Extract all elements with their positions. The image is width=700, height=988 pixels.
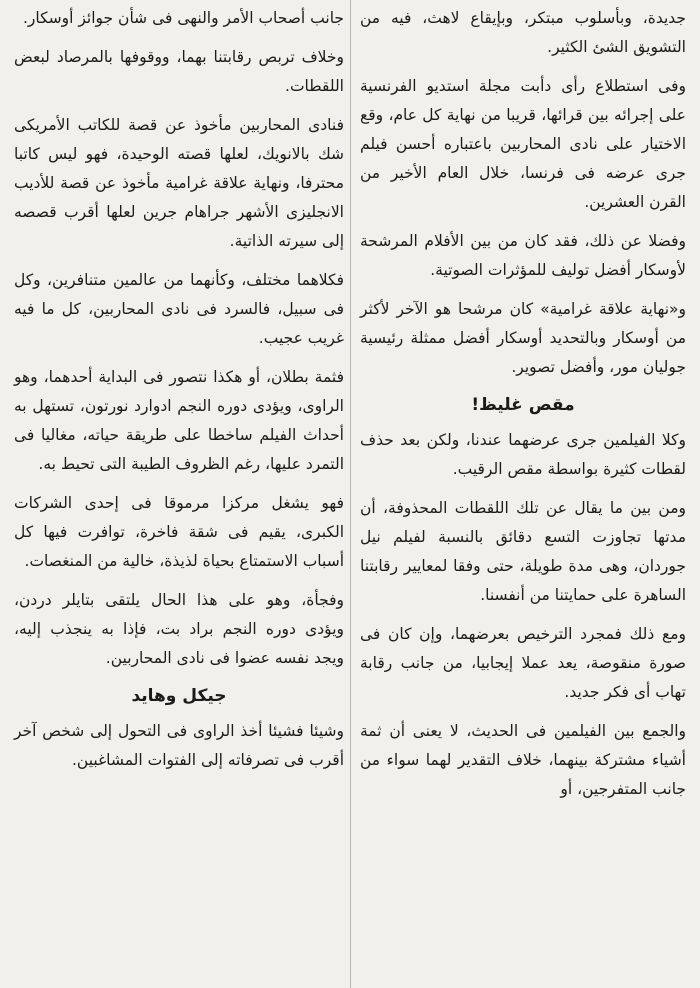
right-column <box>354 0 700 988</box>
paragraph: وفجأة، وهو على هذا الحال يلتقى بتايلر دردن، ويؤدى دوره النجم براد بت، فإذا به ينجذب إليه، ويجد نفسه عضوا فى نادى المحاربين. <box>14 591 344 667</box>
paragraph: والجمع بين الفيلمين فى الحديث، لا يعنى أن ثمة أشياء مشتركة بينهما، خلاف التقدير لهما سواء من جانب المتفرجين، أو <box>360 722 686 798</box>
paragraph: وخلاف تربص رقابتنا بهما، ووقوفها بالمرصاد لبعض اللقطات. <box>14 48 344 95</box>
paragraph: ومع ذلك فمجرد الترخيص بعرضهما، وإن كان فى صورة منقوصة، يعد عملا إيجابيا، من جانب رقابة تهاب أى فكر جديد. <box>360 625 686 701</box>
paragraph: ومن بين ما يقال عن تلك اللقطات المحذوفة، أن مدتها تجاوزت التسع دقائق بالنسبة لفيلم نيل جوردان، وهى مدة طويلة، حتى وفقا لمعايير رقابتنا الساهرة على حمايتنا من أنفسنا. <box>360 499 686 604</box>
paragraph: وفضلا عن ذلك، فقد كان من بين الأفلام المرشحة لأوسكار أفضل توليف للمؤثرات الصوتية. <box>360 232 686 279</box>
paragraph: فثمة بطلان، أو هكذا نتصور فى البداية أحدهما، وهو الراوى، ويؤدى دوره النجم ادوارد نورتون، تستهل به أحداث الفيلم ساخطا على طريقة حياته، مغاليا فى التمرد عليها، رغم الظروف الطيبة التى تحيط به. <box>14 368 344 473</box>
paragraph: وشيئا فشيئا أخذ الراوى فى التحول إلى شخص آخر أقرب فى تصرفاته إلى الفتوات المشاغبين. <box>14 722 344 769</box>
subheading: جيكل وهايد <box>131 686 227 706</box>
subheading: مقص غليظ! <box>471 395 575 415</box>
paragraph: و«نهاية علاقة غرامية» كان مرشحا هو الآخر لأكثر من أوسكار وبالتحديد أوسكار أفضل ممثلة رئيسية جوليان مور، وأفضل تصوير. <box>360 300 686 376</box>
paragraph: فهو يشغل مركزا مرموقا فى إحدى الشركات الكبرى، يقيم فى شقة فاخرة، توافرت فيها كل أسباب الاستمتاع بحياة لذيذة، خالية من المنغصات. <box>14 494 344 570</box>
paragraph: فنادى المحاربين مأخوذ عن قصة للكاتب الأمريكى شك بالانويك، لعلها قصته الوحيدة، فهو ليس كاتبا محترفا، ونهاية علاقة غرامية مأخوذ عن قصة للأديب الانجليزى الأشهر جراهام جرين لعلها أقرب قصصه إلى سيرته الذاتية. <box>14 116 344 250</box>
paragraph: جانب أصحاب الأمر والنهى فى شأن جوائز أوسكار. <box>22 9 344 27</box>
paragraph: فكلاهما مختلف، وكأنهما من عالمين متنافرين، وكل فى سبيل، فالسرد فى نادى المحاربين، كل ما فيه غريب عجيب. <box>14 271 344 347</box>
paragraph: وفى استطلاع رأى دأبت مجلة استديو الفرنسية على إجرائه بين قرائها، قريبا من نهاية كل عام، وقع الاختيار على نادى المحاربين باعتباره أحسن فيلم جرى عرضه فى فرنسا، خلال العام الأخير من القرن العشرين. <box>360 77 686 211</box>
column-divider <box>350 0 351 988</box>
paragraph: وكلا الفيلمين جرى عرضهما عندنا، ولكن بعد حذف لقطات كثيرة بواسطة مقص الرقيب. <box>360 431 686 478</box>
paragraph: جديدة، وبأسلوب مبتكر، وبإيقاع لاهث، فيه من التشويق الشئ الكثير. <box>360 9 686 56</box>
